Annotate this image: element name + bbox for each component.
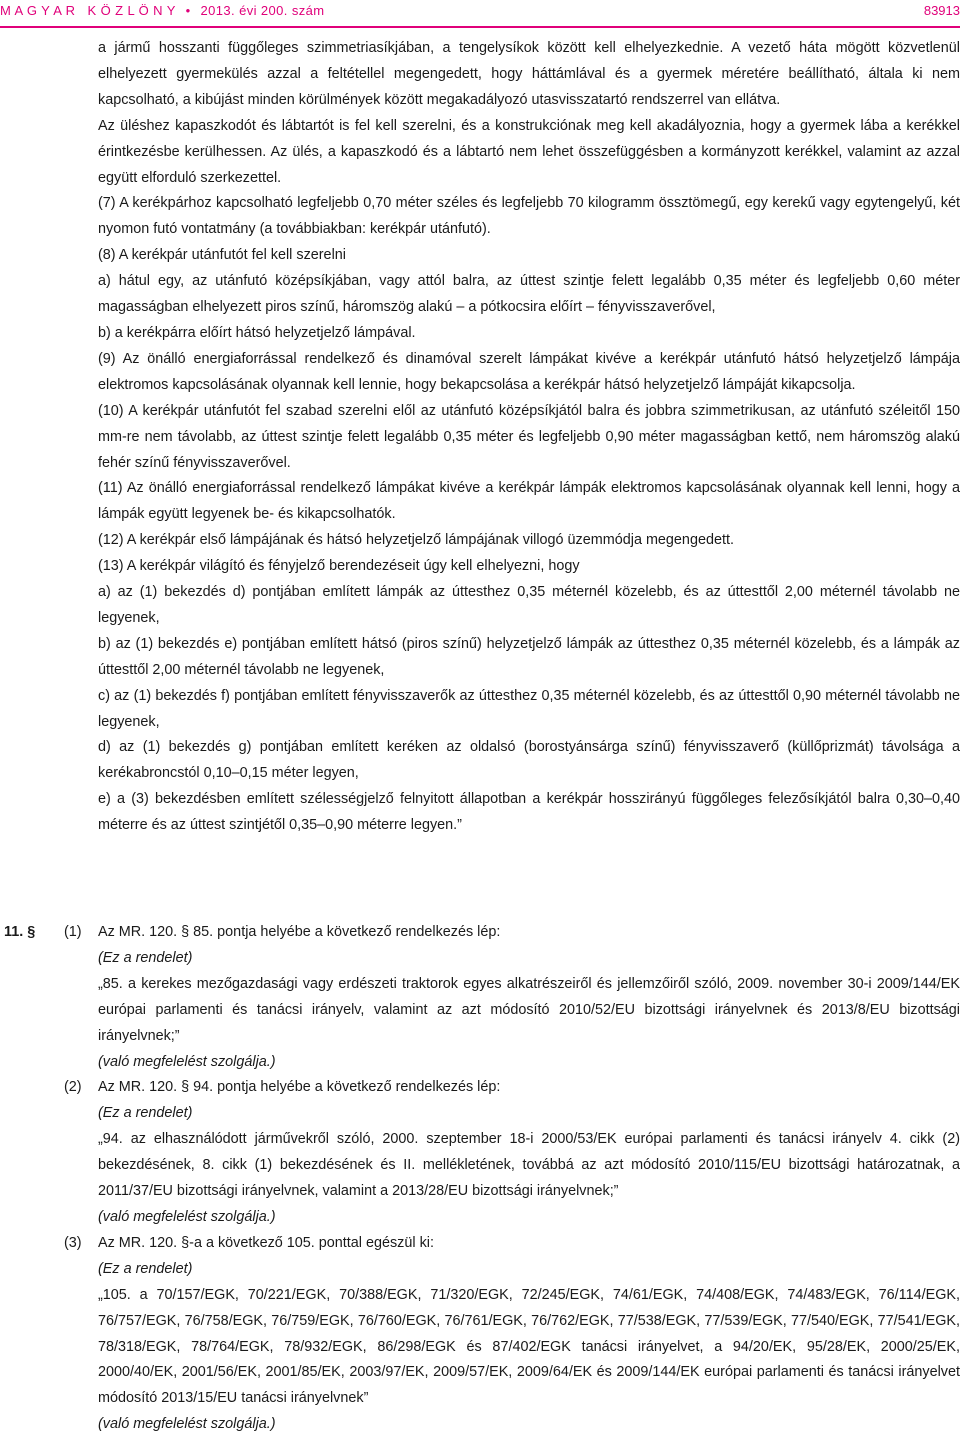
section-item xyxy=(0,1075,960,1230)
item-number: (3) xyxy=(64,1234,82,1251)
page-number: 83913 xyxy=(923,3,960,18)
body-text xyxy=(98,36,960,839)
item-intro: Az MR. 120. §-a a következő 105. ponttal egészül ki: xyxy=(98,1234,434,1251)
item-tail: (való megfelelést szolgálja.) xyxy=(98,1208,276,1225)
page-header xyxy=(0,0,960,28)
item-text: „85. a kerekes mezőgazdasági vagy erdészeti traktorok egyes alkatrészeiről és jellemzőiről szóló, 2009. november 30-i 2009/144/EK európai parlamenti és tanácsi irányelv, valamint az azt módosító 2010/52/EU bizottsági irányelvnek és 2013/8/EU bizottsági irányelvnek;” xyxy=(98,975,960,1044)
paragraph: (7) A kerékpárhoz kapcsolható legfeljebb 0,70 méter széles és legfeljebb 70 kilogramm össztömegű, egy kerekű vagy egytengelyű, két nyomon futó vontatmány (a továbbiakban: kerékpár utánfutó). xyxy=(98,195,960,238)
item-tail: (való megfelelést szolgálja.) xyxy=(98,1053,276,1070)
item-intro: Az MR. 120. § 94. pontja helyébe a következő rendelkezés lép: xyxy=(98,1079,501,1096)
paragraph: (8) A kerékpár utánfutót fel kell szerelni xyxy=(98,247,346,264)
paragraph: c) az (1) bekezdés f) pontjában említett fényvisszaverők az úttesthez 0,35 méternél közelebb, és az úttesttől 0,90 méternél távolabb ne legyenek, xyxy=(98,687,960,730)
item-lead: (Ez a rendelet) xyxy=(98,1260,193,1277)
item-intro: Az MR. 120. § 85. pontja helyébe a következő rendelkezés lép: xyxy=(98,924,501,940)
item-tail: (való megfelelést szolgálja.) xyxy=(98,1416,276,1433)
paragraph: a) hátul egy, az utánfutó középsíkjában, vagy attól balra, az úttest szintje felett legalább 0,35 méter és legfeljebb 0,60 méter magasságban elhelyezett piros színű, háromszög alakú – a pótkocsira előírt – fényvisszaverővel, xyxy=(98,273,960,316)
item-number: (1) xyxy=(64,924,82,940)
paragraph: Az üléshez kapaszkodót és lábtartót is fel kell szerelni, és a konstrukciónak meg kell akadályoznia, hogy a gyermek lába a kerékkel érintkezésbe kerülhessen. Az ülés, a kapaszkodó és a lábtartó nem lehet összefüggésben a kormányzott kerékkel, valamint az azzal együtt elforduló szerkezettel. xyxy=(98,117,960,186)
paragraph: (9) Az önálló energiaforrással rendelkező és dinamóval szerelt lámpákat kivéve a kerékpár utánfutó hátsó helyzetjelző lámpája elektromos kapcsolásának olyannak kell lennie, hogy bekapcsolása a kerékpár hátsó helyzetjelző lámpáját kikapcsolja. xyxy=(98,350,960,393)
item-body xyxy=(98,920,960,1075)
item-lead: (Ez a rendelet) xyxy=(98,1105,193,1122)
header-publication-line xyxy=(0,3,324,18)
header-separator: • xyxy=(185,3,191,18)
section-number: 11. § xyxy=(4,924,36,940)
section-item xyxy=(0,1231,960,1438)
item-number: (2) xyxy=(64,1079,82,1096)
paragraph: a) az (1) bekezdés d) pontjában említett lámpák az úttesthez 0,35 méternél közelebb, és az úttesttől 2,00 méternél távolabb ne legyenek, xyxy=(98,584,960,626)
paragraph: d) az (1) bekezdés g) pontjában említett keréken az oldalsó (borostyánsárga színű) fényvisszaverő (küllőprizmát) távolsága a kerékabroncstól 0,10–0,15 méter legyen, xyxy=(98,739,960,782)
paragraph: e) a (3) bekezdésben említett szélességjelző felnyitott állapotban a kerékpár hosszirányú függőleges felezősíkjától balra 0,30–0,40 méterre és az úttest szintjétől 0,35–0,90 méterre legyen.” xyxy=(98,791,960,834)
paragraph: (13) A kerékpár világító és fényjelző berendezéseit úgy kell elhelyezni, hogy xyxy=(98,558,580,575)
paragraph: b) a kerékpárra előírt hátsó helyzetjelző lámpával. xyxy=(98,324,416,341)
paragraph: (10) A kerékpár utánfutót fel szabad szerelni elől az utánfutó középsíkjától balra és jobbra szimmetrikusan, az utánfutó széleitől 150 mm-re nem távolabb, az úttest szintje felett legalább 0,35 méter és legfeljebb 0,90 méter magasságban kettő, nem háromszög alakú fehér színű fényvisszaverővel. xyxy=(98,402,960,471)
paragraph: (11) Az önálló energiaforrással rendelkező lámpákat kivéve a kerékpár lámpák elektromos kapcsolásának olyannak kell lenni, hogy a lámpák együtt legyenek be- és kikapcsolhatók. xyxy=(98,480,960,523)
issue-number: 2013. évi 200. szám xyxy=(200,3,325,18)
paragraph: (12) A kerékpár első lámpájának és hátsó helyzetjelző lámpájának villogó üzemmódja megengedett. xyxy=(98,532,734,549)
item-text: „94. az elhasználódott járművekről szóló, 2000. szeptember 18-i 2000/53/EK európai parlamenti és tanácsi irányelv 4. cikk (2) bekezdésének, 8. cikk (1) bekezdésének és II. mellékletének, továbbá az azt módosító 2010/115/EU bizottsági határozatnak, a 2011/37/EU bizottsági irányelvnek, valamint a 2013/28/EU bizottsági irányelvnek;” xyxy=(98,1131,960,1200)
item-lead: (Ez a rendelet) xyxy=(98,949,193,966)
paragraph: a jármű hosszanti függőleges szimmetriasíkjában, a tengelysíkok között kell elhelyezkednie. A vezető háta mögött közvetlenül elhelyezett gyermekülés azzal a feltétellel megengedett, hogy háttámlával és a gyermek méretére beállítható, általa ki nem kapcsolható, a kibújást minden körülmények között megakadályozó utasvisszatartó rendszerrel van ellátva. xyxy=(98,40,960,108)
section-item xyxy=(0,920,960,1075)
paragraph: b) az (1) bekezdés e) pontjában említett hátsó (piros színű) helyzetjelző lámpák az úttesthez 0,35 méternél közelebb, és a lámpák az úttesttől 2,00 méternél távolabb ne legyenek, xyxy=(98,635,960,678)
section-11 xyxy=(0,920,960,1438)
item-body xyxy=(98,1231,960,1438)
item-text: „105. a 70/157/EGK, 70/221/EGK, 70/388/EGK, 71/320/EGK, 72/245/EGK, 74/61/EGK, 74/408/EGK, 74/483/EGK, 76/114/EGK, 76/757/EGK, 76/758/EGK, 76/759/EGK, 76/760/EGK, 76/761/EGK, 76/762/EGK, 77/538/EGK, 77/539/EGK, 77/540/EGK, 77/541/EGK, 78/318/EGK, 78/764/EGK, 78/932/EGK, 86/298/EGK és 87/402/EGK tanácsi irányelvet, a 94/20/EK, 95/28/EK, 2000/25/EK, 2000/40/EK, 2001/56/EK, 2001/85/EK, 2003/97/EK, 2009/57/EK, 2009/64/EK és 2009/144/EK európai parlamenti és tanácsi irányelvet módosító 2013/15/EU tanácsi irányelvnek” xyxy=(98,1286,960,1407)
item-body xyxy=(98,1075,960,1230)
publication-title: M A G Y A R K Ö Z L Ö N Y xyxy=(0,3,176,18)
